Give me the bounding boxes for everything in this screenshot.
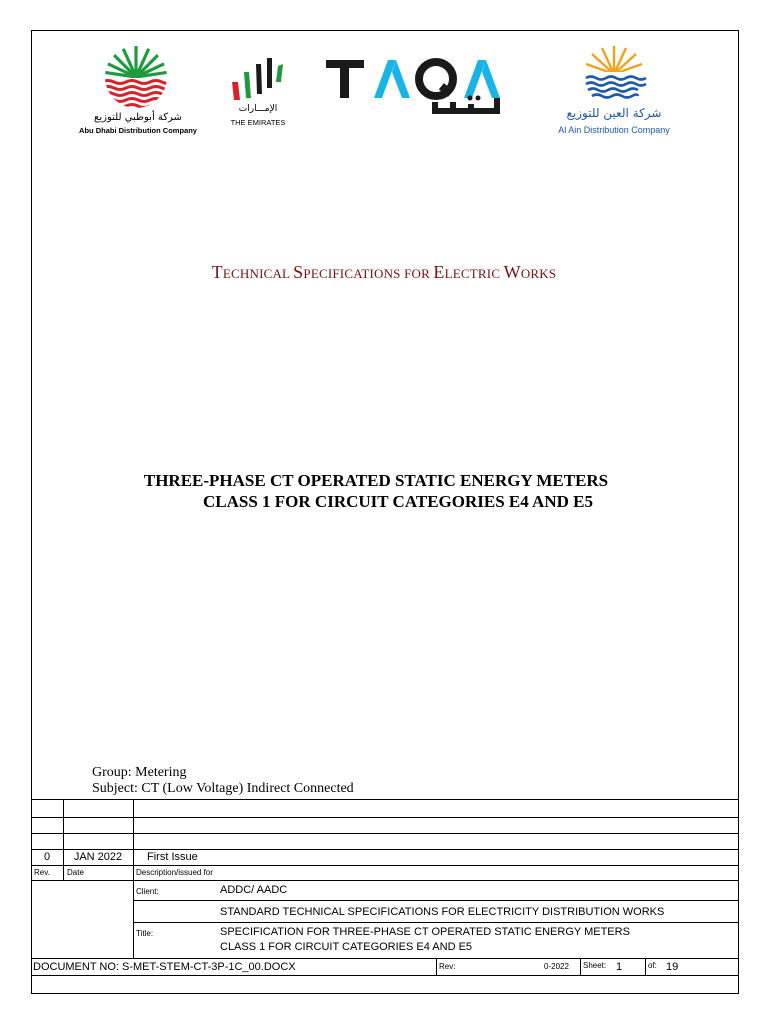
rev-code: 0-2022 bbox=[544, 962, 569, 971]
addc-logo bbox=[78, 44, 198, 140]
addc-emblem-icon bbox=[78, 44, 198, 110]
document-title-line1: THREE-PHASE CT OPERATED STATIC ENERGY METERS bbox=[143, 471, 609, 490]
emirates-bars-icon bbox=[222, 58, 294, 102]
taqa-logo bbox=[322, 58, 512, 122]
of-label: of: bbox=[648, 961, 657, 970]
emirates-arabic-name: الإمـــارات bbox=[238, 104, 278, 114]
addc-arabic-name: شركة أبوظبي للتوزيع bbox=[94, 112, 182, 123]
addc-english-name: Abu Dhabi Distribution Company bbox=[79, 126, 197, 135]
aadc-sun-wave-icon bbox=[552, 44, 676, 106]
title-label: Title: bbox=[136, 929, 154, 938]
emirates-logo bbox=[222, 58, 294, 130]
date-column-label: Date bbox=[67, 868, 84, 877]
document-number: DOCUMENT NO: S-MET-STEM-CT-3P-1C_00.DOCX bbox=[33, 961, 296, 973]
client-label: Client: bbox=[136, 887, 159, 896]
technical-specifications-heading: TECHNICAL SPECIFICATIONS FOR ELECTRIC WORKS bbox=[211, 262, 557, 282]
description-column-label: Description/issued for bbox=[136, 868, 213, 877]
document-title-line2: CLASS 1 FOR CIRCUIT CATEGORIES E4 AND E5 bbox=[203, 492, 593, 511]
subject-line: Subject: CT (Low Voltage) Indirect Connected bbox=[92, 781, 354, 796]
rev-description-cell: First Issue bbox=[147, 851, 198, 863]
aadc-logo bbox=[552, 44, 676, 140]
emirates-english-name: THE EMIRATES bbox=[230, 118, 286, 127]
sheet-number: 1 bbox=[616, 961, 623, 973]
sheet-label: Sheet: bbox=[583, 961, 607, 970]
client-value: ADDC/ AADC bbox=[220, 884, 288, 896]
standard-specifications-text: STANDARD TECHNICAL SPECIFICATIONS FOR ELECTRICITY DISTRIBUTION WORKS bbox=[220, 906, 665, 918]
title-value-line2: CLASS 1 FOR CIRCUIT CATEGORIES E4 AND E5 bbox=[220, 941, 473, 953]
rev-column-label: Rev. bbox=[34, 868, 50, 877]
title-value-line1: SPECIFICATION FOR THREE-PHASE CT OPERATED STATIC ENERGY METERS bbox=[220, 926, 630, 938]
rev-number-cell: 0 bbox=[43, 851, 51, 863]
aadc-english-name: Al Ain Distribution Company bbox=[558, 125, 670, 135]
rev-date-cell: JAN 2022 bbox=[73, 851, 123, 863]
taqa-wordmark-icon bbox=[322, 58, 512, 122]
aadc-arabic-name: شركة العين للتوزيع bbox=[566, 106, 662, 120]
total-sheets: 19 bbox=[666, 961, 679, 973]
rev-short-label: Rev: bbox=[439, 962, 456, 971]
group-line: Group: Metering bbox=[92, 765, 187, 780]
